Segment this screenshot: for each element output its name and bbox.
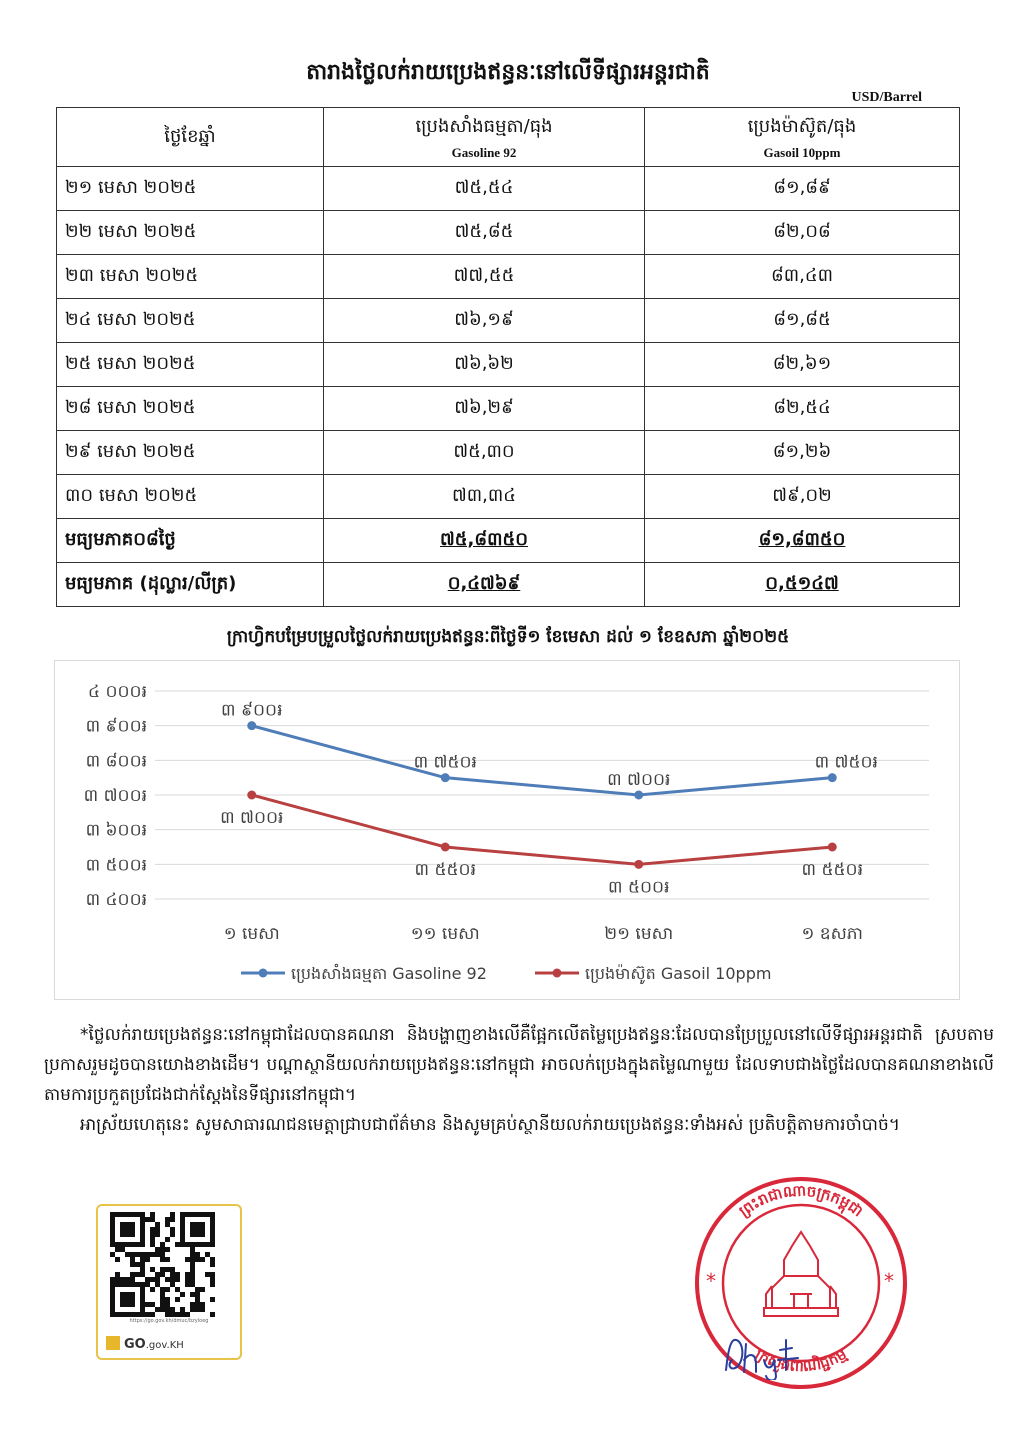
price-table	[56, 107, 960, 607]
x-tick-label: ១១ មេសា	[410, 924, 480, 944]
y-tick-label: ៣ ៥០០៛	[85, 855, 147, 876]
legend-marker	[553, 969, 562, 978]
row-date: ២៥ មេសា ២០២៥	[57, 343, 324, 387]
row-gasoline: ៧៦,១៩	[324, 299, 645, 343]
header-date: ថ្ងៃខែឆ្នាំ	[57, 108, 324, 167]
row-date: ២៣ មេសា ២០២៥	[57, 255, 324, 299]
table-row	[57, 475, 960, 519]
row-gasoil: ៨១,៨៥	[645, 299, 960, 343]
header-gasoil: ប្រេងម៉ាស៊ូត/ធុង Gasoil 10ppm	[645, 108, 960, 167]
row-gasoil: ៨២,៥៤	[645, 387, 960, 431]
average-litre-row	[57, 563, 960, 607]
x-tick-label: ១ ឧសភា	[801, 924, 863, 944]
table-row	[57, 431, 960, 475]
row-gasoil: ៨២,០៨	[645, 211, 960, 255]
row-date: ២២ មេសា ២០២៥	[57, 211, 324, 255]
avg-litre-gasoline: ០,៤៧៦៩	[324, 563, 645, 607]
data-point	[634, 791, 643, 800]
avg8-label: មធ្យមភាគ០៨ថ្ងៃ	[57, 519, 324, 563]
svg-text:*: *	[706, 1269, 716, 1293]
row-date: ២១ មេសា ២០២៥	[57, 167, 324, 211]
price-line-chart	[54, 660, 960, 1000]
signature	[720, 1330, 810, 1380]
chart-title: ក្រាហ្វិកបម្រែបម្រួលថ្លៃលក់រាយប្រេងឥន្ធនៈពីថ្ងៃទី១ ខែមេសា ដល់ ១ ខែឧសភា ឆ្នាំ២០២៥	[226, 627, 790, 647]
data-label: ៣ ៧០០៛	[607, 770, 671, 790]
go-cube-icon	[106, 1336, 120, 1350]
notes	[44, 1020, 994, 1140]
legend-marker	[259, 969, 268, 978]
row-gasoil: ៨១,២៦	[645, 431, 960, 475]
data-point	[247, 791, 256, 800]
row-gasoline: ៧៦,៦២	[324, 343, 645, 387]
legend-label: ប្រេងសាំងធម្មតា Gasoline 92	[291, 964, 487, 983]
table-header-row	[57, 108, 960, 167]
row-date: ២៤ មេសា ២០២៥	[57, 299, 324, 343]
header-gasoline: ប្រេងសាំងធម្មតា/ធុង Gasoline 92	[324, 108, 645, 167]
y-tick-label: ៣ ៨០០៛	[85, 751, 147, 772]
avg8-gasoil: ៨១,៨៣៥០	[645, 519, 960, 563]
table-row	[57, 343, 960, 387]
x-tick-label: ១ មេសា	[223, 924, 280, 944]
row-date: ២៩ មេសា ២០២៥	[57, 431, 324, 475]
row-gasoline: ៧៣,៣៤	[324, 475, 645, 519]
data-point	[828, 843, 837, 852]
chart-svg	[55, 661, 959, 999]
data-point	[441, 843, 450, 852]
data-point	[634, 860, 643, 869]
qr-card[interactable]	[96, 1204, 242, 1360]
row-gasoil: ៨៣,៤៣	[645, 255, 960, 299]
go-gov-logo: GO.gov.KH	[106, 1336, 184, 1352]
svg-text:*: *	[884, 1269, 894, 1293]
note-paragraph-2: អាស្រ័យហេតុនេះ សូមសាធារណជនមេត្តាជ្រាបជាព័ត៌មាន និងសូមគ្រប់ស្ថានីយលក់រាយប្រេងឥន្ធនៈទាំងអស់ ប្រតិបត្តិតាមការចាំបាច់។	[80, 1115, 900, 1135]
row-date: ២៨ មេសា ២០២៥	[57, 387, 324, 431]
data-label: ៣ ៥០០៛	[608, 877, 670, 898]
table-row	[57, 299, 960, 343]
table-row	[57, 387, 960, 431]
qr-url: https://go.gov.kh/dmuc/bzyloeg	[129, 1318, 209, 1324]
legend-label: ប្រេងម៉ាស៊ូត Gasoil 10ppm	[585, 964, 772, 983]
row-gasoil: ៧៩,០២	[645, 475, 960, 519]
data-label: ៣ ៥៥០៛	[414, 860, 476, 880]
y-tick-label: ៣ ៧០០៛	[83, 786, 147, 806]
table-row	[57, 211, 960, 255]
data-point	[247, 721, 256, 730]
data-label: ៣ ៧៥០៛	[814, 752, 878, 773]
data-label: ៣ ៥៥០៛	[801, 860, 863, 880]
avg8-gasoline: ៧៥,៨៣៥០	[324, 519, 645, 563]
row-gasoil: ៨១,៨៩	[645, 167, 960, 211]
row-gasoil: ៨២,៦១	[645, 343, 960, 387]
row-gasoline: ៧៥,៨៥	[324, 211, 645, 255]
row-date: ៣០ មេសា ២០២៥	[57, 475, 324, 519]
unit-label: USD/Barrel	[851, 90, 922, 105]
note-paragraph-1: *ថ្លៃលក់រាយប្រេងឥន្ធនៈនៅកម្ពុជាដែលបានគណនា និងបង្ហាញខាងលើគឺផ្អែកលើតម្លៃប្រេងឥន្ធនៈដែលបានប្រែប្រួលនៅលើទីផ្សារអន្តរជាតិ ស្របតាមប្រកាសរួមដូចបានយោងខាងដើម។ បណ្ដាស្ថានីយលក់រាយប្រេងឥន្ធនៈនៅកម្ពុជា អាចលក់ប្រេងក្នុងតម្លៃណាមួយ ដែលទាបជាងថ្លៃដែលបានគណនាខាងលើ តាមការប្រកួតប្រជែងជាក់ស្ដែងនៃទីផ្សារនៅកម្ពុជា។	[44, 1025, 994, 1105]
x-tick-label: ២១ មេសា	[604, 924, 674, 944]
table-row	[57, 167, 960, 211]
row-gasoline: ៧៥,៣០	[324, 431, 645, 475]
y-tick-label: ៣ ៤០០៛	[85, 890, 147, 910]
data-point	[828, 773, 837, 782]
avg-litre-gasoil: ០,៥១៤៧	[645, 563, 960, 607]
row-gasoline: ៧៧,៥៥	[324, 255, 645, 299]
y-tick-label: ៣ ៩០០៛	[85, 716, 147, 737]
y-tick-label: ៣ ៦០០៛	[85, 820, 147, 841]
y-tick-label: ៤ ០០០៛	[88, 682, 147, 702]
page-title: តារាងថ្លៃលក់រាយប្រេងឥន្ធនៈនៅលើទីផ្សារអន្តរជាតិ	[306, 60, 710, 85]
data-label: ៣ ៩០០៛	[221, 700, 283, 721]
row-gasoline: ៧៦,២៩	[324, 387, 645, 431]
average-8day-row	[57, 519, 960, 563]
qr-code-icon	[98, 1206, 240, 1318]
seal-bottom-text: ក្រសួងពាណិជ្ជកម្ម	[752, 1344, 850, 1376]
avg-litre-label: មធ្យមភាគ (ដុល្លារ/លីត្រ)	[57, 563, 324, 607]
temple-emblem-icon	[764, 1232, 838, 1316]
row-gasoline: ៧៥,៥៤	[324, 167, 645, 211]
data-point	[441, 773, 450, 782]
data-label: ៣ ៧៥០៛	[413, 752, 477, 773]
data-label: ៣ ៧០០៛	[220, 808, 284, 828]
seal-top-text: ព្រះរាជាណាចក្រកម្ពុជា	[735, 1181, 867, 1221]
table-row	[57, 255, 960, 299]
